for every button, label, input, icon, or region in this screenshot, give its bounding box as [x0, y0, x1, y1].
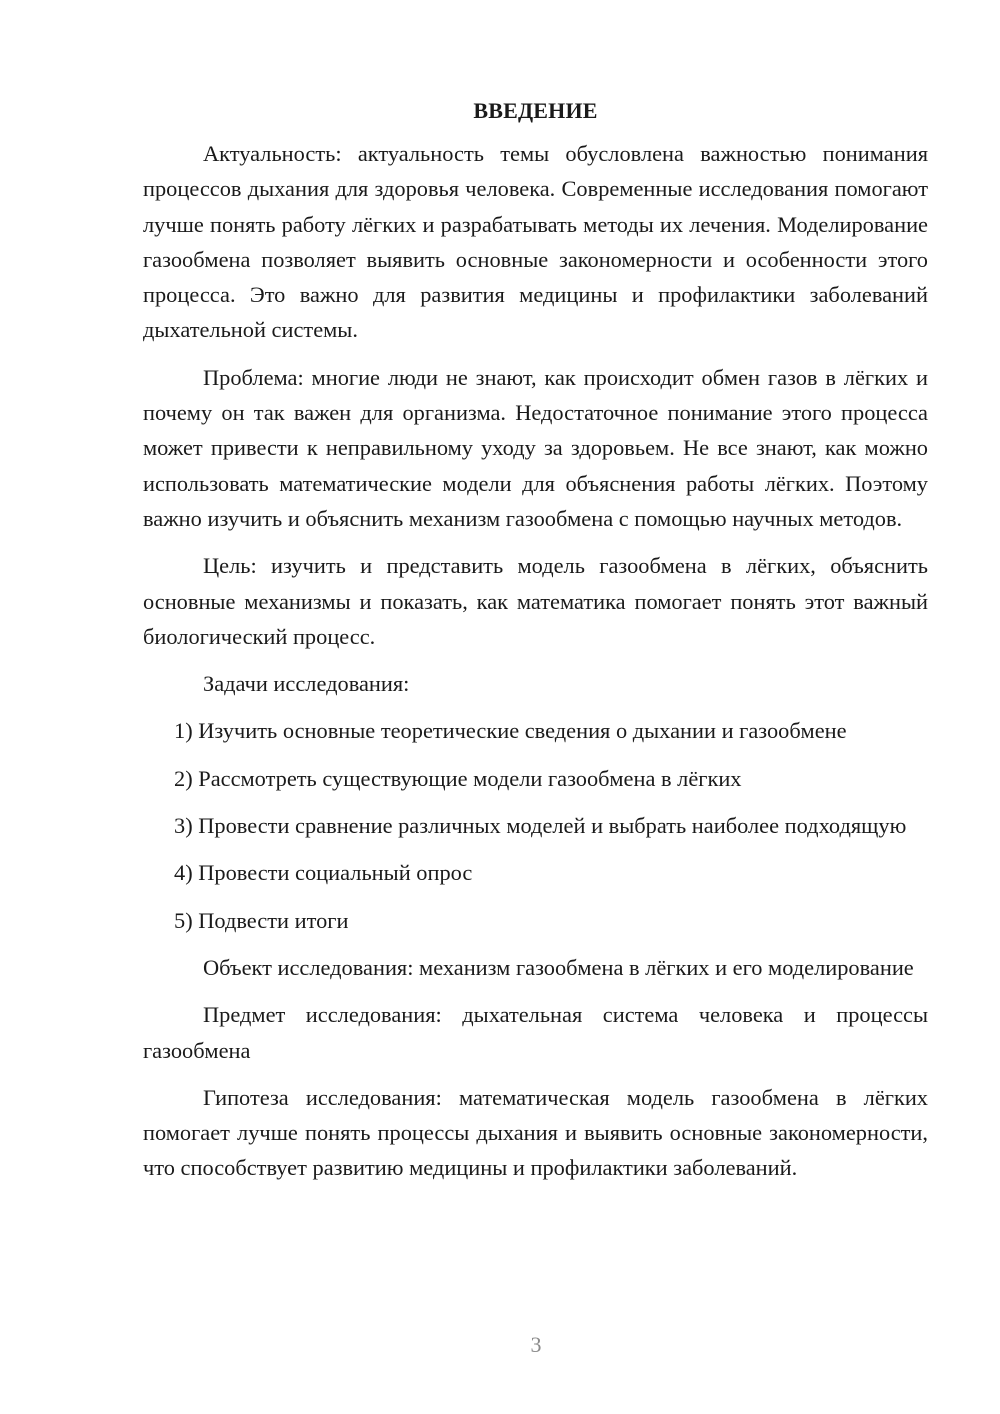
- object-paragraph: Объект исследования: механизм газообмена в лёгких и его моделирование: [203, 954, 914, 980]
- problem-paragraph: Проблема: многие люди не знают, как происходит обмен газов в лёгких и почему он так важен для организма. Недостаточное понимание этого процесса может привести к неправильному уходу за здоровьем. Не все знают, как можно использовать математические модели для объяснения работы лёгких. Поэтому важно изучить и объяснить механизм газообмена с помощью научных методов.: [143, 364, 928, 531]
- tasks-title: Задачи исследования:: [203, 671, 410, 697]
- relevance-paragraph: Актуальность: актуальность темы обусловлена важностью понимания процессов дыхания для здоровья человека. Современные исследования помогают лучше понять работу лёгких и разрабатывать методы их лечения. Моделирование газообмена позволяет выявить основные закономерности и особенности этого процесса. Это важно для развития медицины и профилактики заболеваний дыхательной системы.: [143, 141, 928, 343]
- goal-paragraph: Цель: изучить и представить модель газообмена в лёгких, объяснить основные механизмы и показать, как математика помогает понять этот важный биологический процесс.: [143, 553, 928, 649]
- task-item-4: 4) Провести социальный опрос: [174, 860, 473, 886]
- task-item-3: 3) Провести сравнение различных моделей и выбрать наиболее подходящую: [174, 813, 907, 839]
- hypothesis-paragraph: Гипотеза исследования: математическая модель газообмена в лёгких помогает лучше понять процессы дыхания и выявить основные закономерности, что способствует развитию медицины и профилактики заболеваний.: [143, 1084, 928, 1181]
- task-item-2: 2) Рассмотреть существующие модели газообмена в лёгких: [174, 765, 742, 791]
- page-number: 3: [530, 1332, 542, 1357]
- task-item-5: 5) Подвести итоги: [174, 907, 349, 933]
- subject-paragraph: Предмет исследования: дыхательная система человека и процессы газообмена: [143, 1002, 928, 1063]
- task-item-1: 1) Изучить основные теоретические сведения о дыхании и газообмене: [174, 718, 847, 744]
- document-page: [143, 94, 928, 1186]
- page-title: ВВЕДЕНИЕ: [473, 98, 598, 123]
